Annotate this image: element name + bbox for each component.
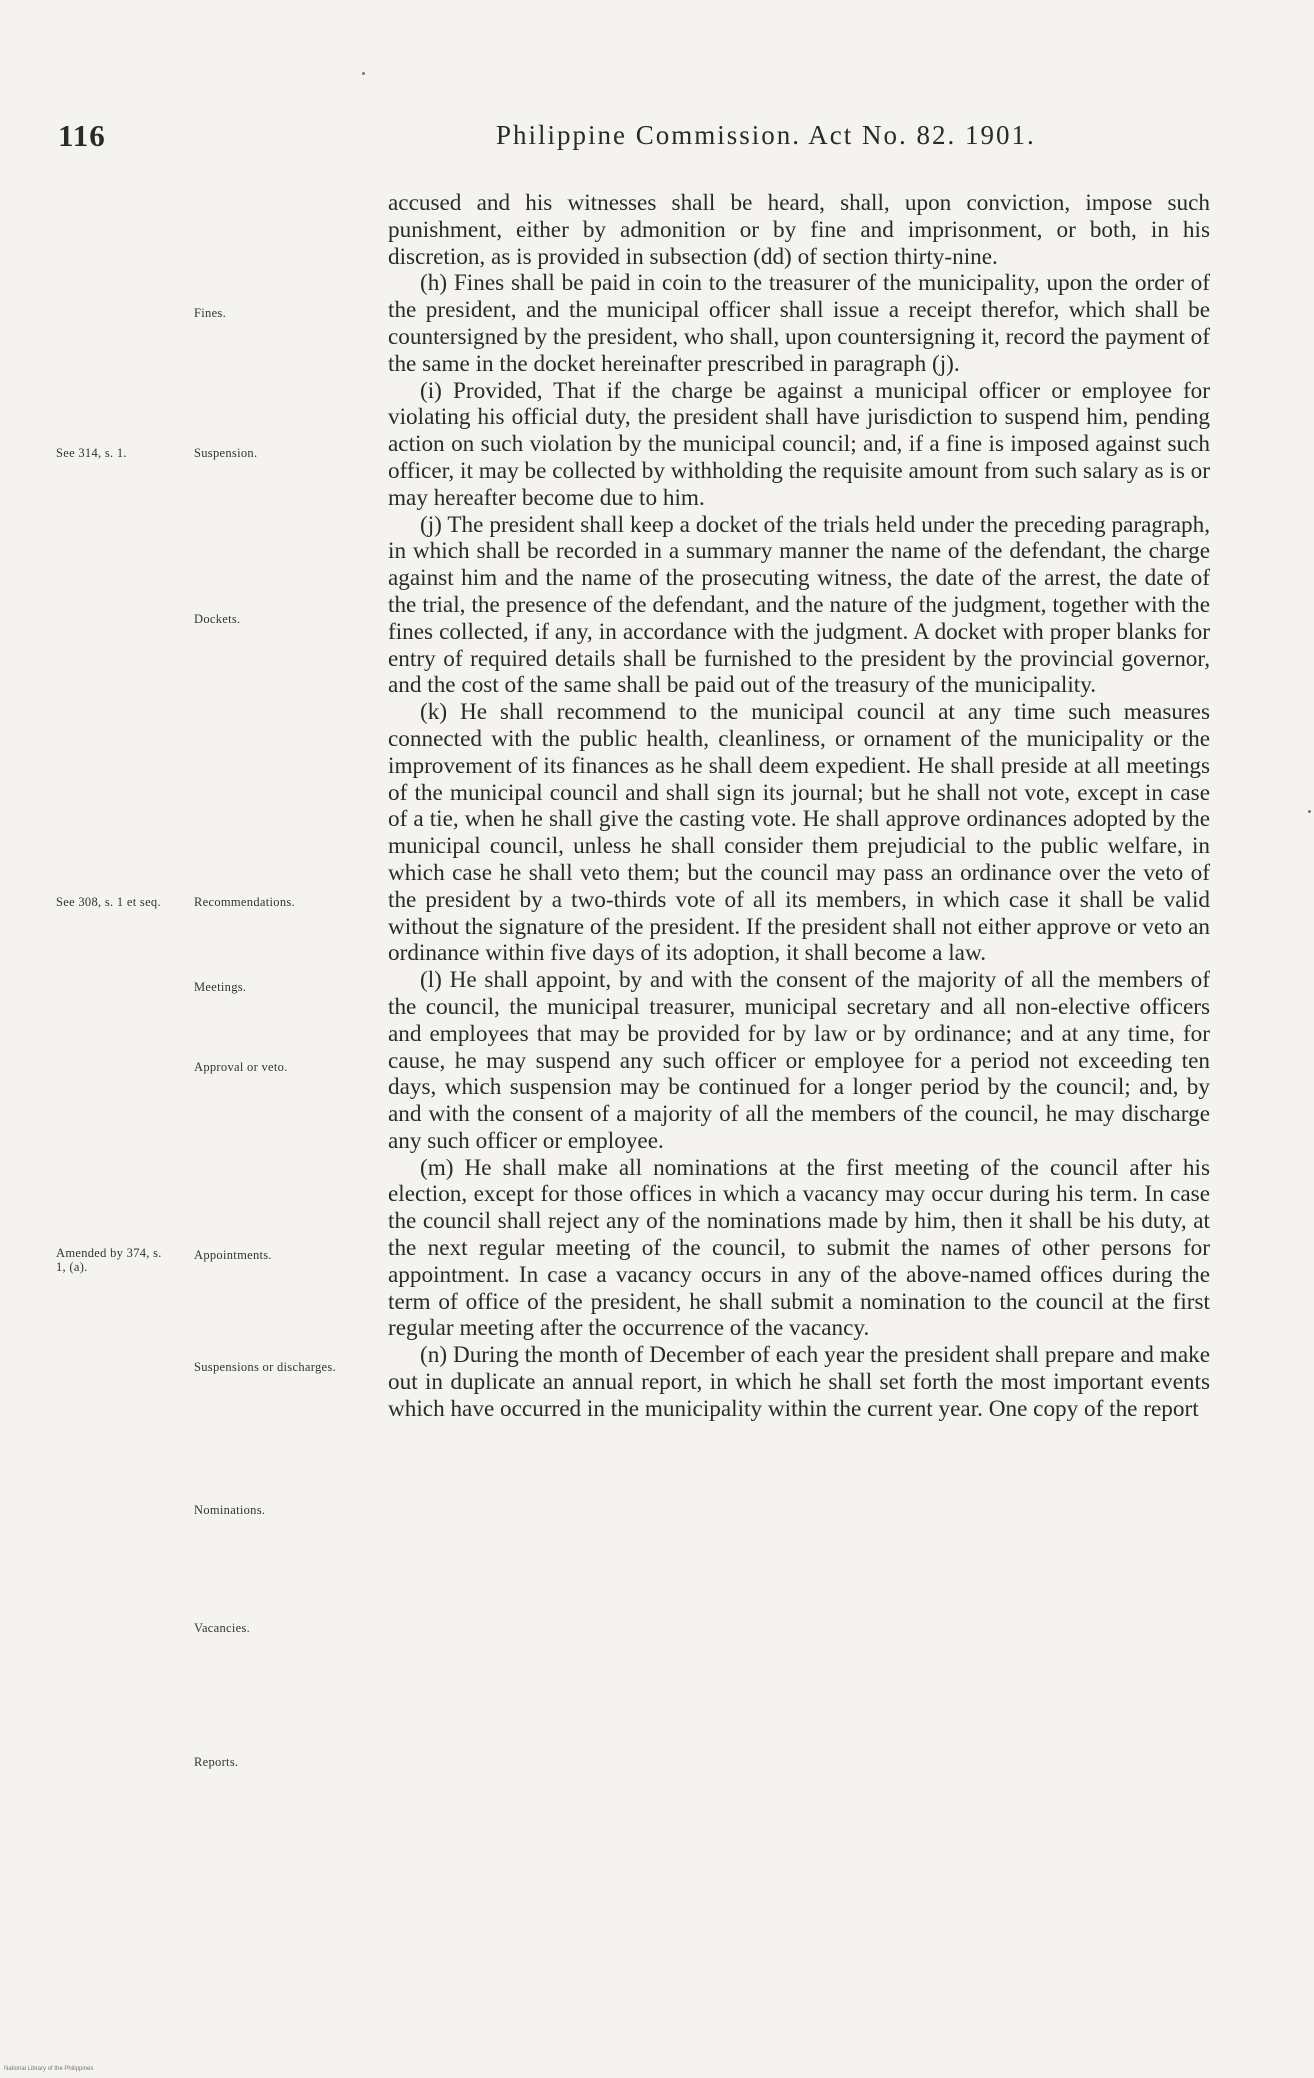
paragraph-i: (i) Provided, That if the charge be against a municipal officer or employee for violating his official duty, the president shall have jurisdiction to suspend him, pending action on such violation by the municipal council; and, if a fine is imposed against such officer, it may be collected by withholding the requisite amount from such salary as is or may hereafter become due to him. [388, 377, 1210, 511]
side-note-nominations: Nominations. [194, 1503, 266, 1517]
paragraph-j: (j) The president shall keep a docket of the trials held under the preceding paragraph, in which shall be recorded in a summary manner the name of the defendant, the charge against him and the name of the prosecuting witness, the date of the arrest, the date of the trial, the presence of the defendant, and the nature of the judgment, together with the fines collected, if any, in accordance with the judgment. A docket with proper blanks for entry of required details shall be furnished to the president by the provincial governor, and the cost of the same shall be paid out of the treasury of the municipality. [388, 511, 1210, 699]
side-note-dockets: Dockets. [194, 612, 241, 626]
paragraph-h: (h) Fines shall be paid in coin to the treasurer of the municipality, upon the order of the president, and the municipal officer shall issue a receipt therefor, which shall be countersigned by the president, who shall, upon countersigning it, record the payment of the same in the docket hereinafter prescribed in paragraph (j). [388, 270, 1210, 377]
page-number: 116 [58, 118, 106, 153]
paragraph-n: (n) During the month of December of each year the president shall prepare and make out in duplicate an annual report, in which he shall set forth the most important events which have occurred in the municipality within the current year. One copy of the report [388, 1342, 1210, 1422]
side-note-meetings: Meetings. [194, 980, 247, 994]
side-note-approval: Approval or veto. [194, 1060, 288, 1074]
paragraph-continuation: accused and his witnesses shall be heard, shall, upon conviction, impose such punishment, either by admonition or by fine and imprisonment, or both, in his discretion, as is provided in subsection (dd) of section thirty-nine. [388, 190, 1210, 270]
side-note-vacancies: Vacancies. [194, 1621, 251, 1635]
scan-speck [1308, 810, 1311, 813]
body-text [388, 190, 1210, 1423]
side-note-appointments: Appointments. [194, 1248, 272, 1262]
side-note-fines: Fines. [194, 306, 227, 320]
scan-footer: National Library of the Philippines [4, 2066, 94, 2072]
cross-ref-sec314: See 314, s. 1. [56, 446, 127, 460]
cross-ref-amended: Amended by 374, s. 1, (a). [56, 1246, 162, 1274]
paragraph-m: (m) He shall make all nominations at the first meeting of the council after his election, except for those offices in which a vacancy may occur during his term. In case the council shall reject any of the nominations made by him, then it shall be his duty, at the next regular meeting of the council, to submit the names of other persons for appointment. In case a vacancy occurs in any of the above-named offices during the term of office of the president, he shall submit a nomination to the council at the first regular meeting after the occurrence of the vacancy. [388, 1154, 1210, 1342]
side-note-suspension: Suspension. [194, 446, 258, 460]
paragraph-k: (k) He shall recommend to the municipal council at any time such measures connected with the public health, cleanliness, or ornament of the municipality or the improvement of its finances as he shall deem expedient. He shall preside at all meetings of the municipal council and shall sign its journal; but he shall not vote, except in case of a tie, when he shall give the casting vote. He shall approve ordinances adopted by the municipal council, unless he shall consider them prejudicial to the public welfare, in which case he shall veto them; but the council may pass an ordinance over the veto of the president by a two-thirds vote of all its members, in which case it shall be valid without the signature of the president. If the president shall not either approve or veto an ordinance within five days of its adoption, it shall become a law. [388, 699, 1210, 967]
side-note-suspensions-discharges: Suspensions or discharges. [194, 1360, 336, 1374]
page-header [58, 118, 1088, 158]
paragraph-l: (l) He shall appoint, by and with the consent of the majority of all the members of the council, the municipal treasurer, municipal secretary and all non-elective officers and employees that may be provided for by law or by ordinance; and at any time, for cause, he may suspend any such officer or employee for a period not exceeding ten days, which suspension may be continued for a longer period by the council; and, by and with the consent of a majority of all the members of the council, he may discharge any such officer or employee. [388, 967, 1210, 1154]
cross-ref-sec308: See 308, s. 1 et seq. [56, 895, 161, 909]
side-note-reports: Reports. [194, 1755, 239, 1769]
scan-speck [362, 72, 365, 75]
running-head: Philippine Commission. Act No. 82. 1901. [496, 120, 1036, 150]
side-note-recommendations: Recommendations. [194, 895, 295, 909]
